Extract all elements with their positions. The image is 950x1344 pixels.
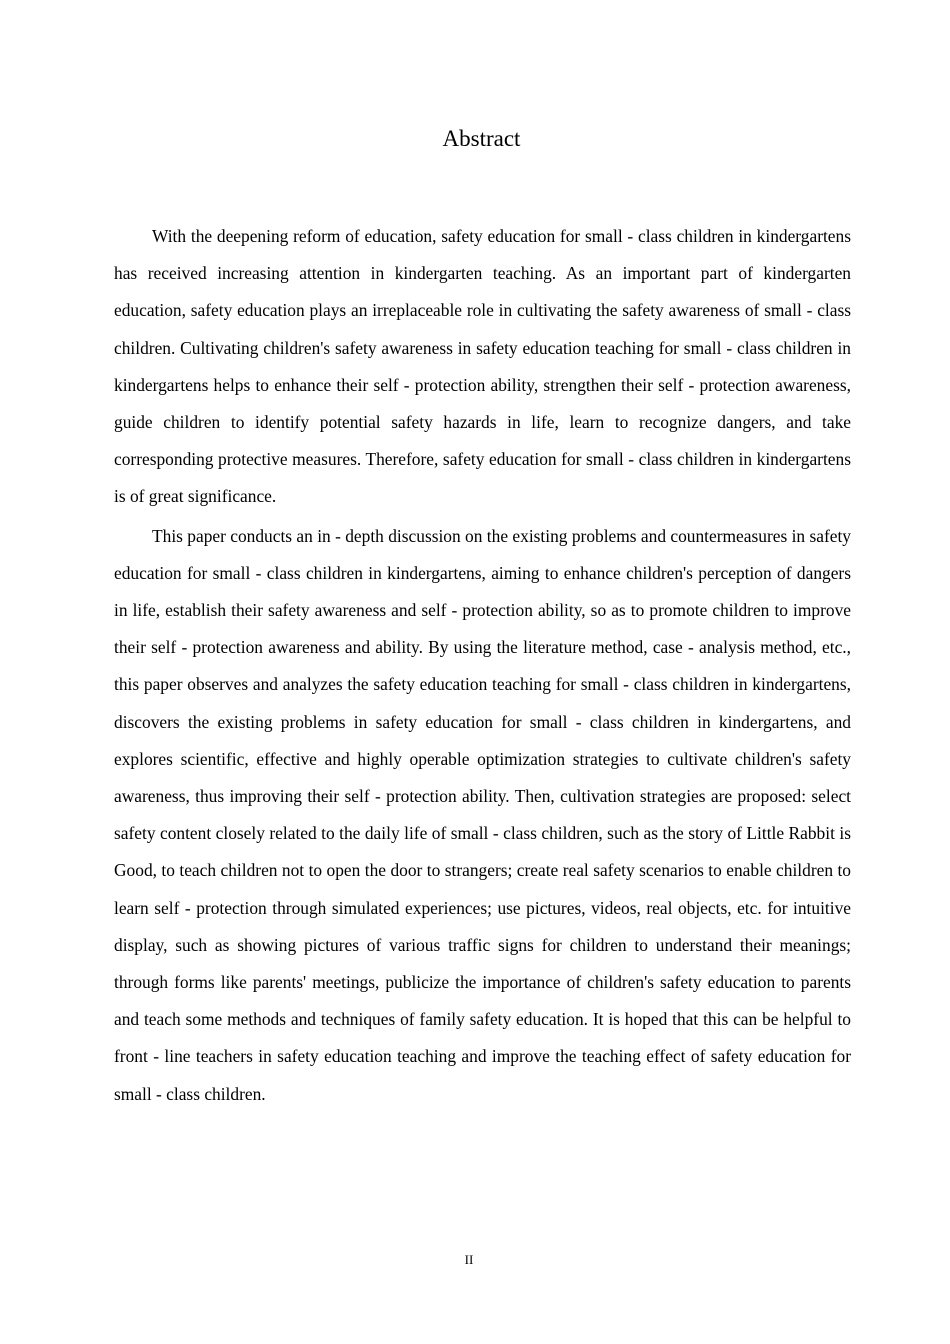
abstract-paragraph-1: With the deepening reform of education, safety education for small - class children in kindergartens has received increasing attention in kindergarten teaching. As an important part of kindergarten education, safety education plays an irreplaceable role in cultivating the safety awareness of small - class children. Cultivating children's safety awareness in safety education teaching for small - class children in kindergartens helps to enhance their self - protection ability, strengthen their self - protection awareness, guide children to identify potential safety hazards in life, learn to recognize dangers, and take corresponding protective measures. Therefore, safety education for small - class children in kindergartens is of great significance. bbox=[114, 226, 851, 507]
abstract-body bbox=[114, 218, 851, 1115]
abstract-title: Abstract bbox=[442, 126, 521, 151]
abstract-paragraph-2: This paper conducts an in - depth discussion on the existing problems and countermeasures in safety education for small - class children in kindergartens, aiming to enhance children's perception of dangers in life, establish their safety awareness and self - protection ability, so as to promote children to improve their self - protection awareness and ability. By using the literature method, case - analysis method, etc., this paper observes and analyzes the safety education teaching for small - class children in kindergartens, discovers the existing problems in safety education for small - class children in kindergartens, and explores scientific, effective and highly operable optimization strategies to cultivate children's safety awareness, thus improving their self - protection ability. Then, cultivation strategies are proposed: select safety content closely related to the daily life of small - class children, such as the story of Little Rabbit is Good, to teach children not to open the door to strangers; create real safety scenarios to enable children to learn self - protection through simulated experiences; use pictures, videos, real objects, etc. for intuitive display, such as showing pictures of various traffic signs for children to understand their meanings; through forms like parents' meetings, publicize the importance of children's safety education to parents and teach some methods and techniques of family safety education. It is hoped that this can be helpful to front - line teachers in safety education teaching and improve the teaching effect of safety education for small - class children. bbox=[114, 525, 851, 1104]
page-number: II bbox=[464, 1252, 474, 1267]
